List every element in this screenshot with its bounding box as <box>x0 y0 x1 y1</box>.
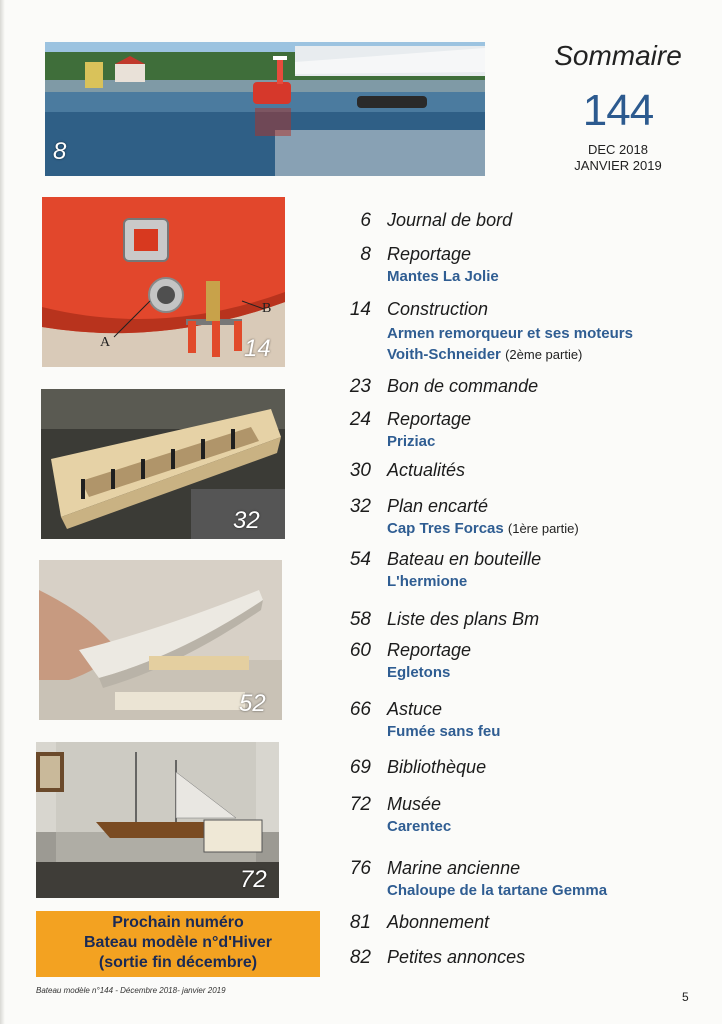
toc-section-title: Actualités <box>387 460 466 480</box>
toc-entry[interactable] <box>335 244 705 288</box>
page-number: 5 <box>682 990 689 1004</box>
photo-page-number: 8 <box>53 138 67 165</box>
photo-museum-ship <box>36 742 279 898</box>
toc-page-number: 30 <box>349 460 371 481</box>
toc-section-title: Bateau en bouteille <box>387 549 542 569</box>
issue-number: 144 <box>582 86 654 135</box>
toc-page-number: 72 <box>349 794 371 815</box>
next-issue-line1: Prochain numéro <box>112 914 244 931</box>
toc-section-title: Liste des plans Bm <box>387 609 540 629</box>
diagram-label-a: A <box>100 335 111 350</box>
toc-article-title: Carentec <box>387 818 452 835</box>
toc-section-title: Journal de bord <box>387 210 513 230</box>
toc-page-number: 66 <box>349 699 371 720</box>
toc-article-title: Fumée sans feu <box>387 723 501 740</box>
toc-entry[interactable] <box>335 699 705 743</box>
toc-section-title: Abonnement <box>387 912 490 932</box>
photo-page-number: 14 <box>244 335 271 362</box>
photo-model-in-hand <box>39 560 282 720</box>
toc-page-number: 69 <box>349 757 371 778</box>
photo-page-number: 52 <box>239 690 266 717</box>
toc-article-title: Mantes La Jolie <box>387 268 499 285</box>
toc-section-title: Bon de commande <box>387 376 539 396</box>
next-issue-line2: Bateau modèle n°d'Hiver <box>83 934 273 951</box>
photo-wooden-hull-frame <box>41 389 285 539</box>
toc-article-title-cont: Voith-Schneider <box>387 346 501 363</box>
toc-entry[interactable] <box>335 409 705 453</box>
harbour-illustration <box>45 42 485 176</box>
toc-article-title-line <box>387 520 579 537</box>
page-title: Sommaire <box>554 40 682 71</box>
issue-date-line2: JANVIER 2019 <box>574 158 662 173</box>
toc-part-note: (2ème partie) <box>505 347 583 362</box>
toc-section-title: Marine ancienne <box>387 858 521 878</box>
toc-section-title: Plan encarté <box>387 496 489 516</box>
photo-harbour <box>45 42 485 176</box>
toc-page-number: 82 <box>349 947 371 968</box>
toc-page-number: 8 <box>360 244 371 265</box>
toc-section-title: Bibliothèque <box>387 757 487 777</box>
diagram-label-b: B <box>262 301 272 316</box>
toc-entry[interactable] <box>335 858 705 902</box>
toc-page-number: 14 <box>349 299 371 320</box>
toc-section-title: Reportage <box>387 244 472 264</box>
next-issue-box <box>36 911 320 977</box>
toc-page-number: 76 <box>349 858 371 879</box>
toc-page-number: 60 <box>349 640 371 661</box>
toc-section-title: Construction <box>387 299 489 319</box>
toc-entry[interactable] <box>335 947 705 973</box>
toc-article-title: Armen remorqueur et ses moteurs <box>387 325 633 342</box>
toc-page-number: 6 <box>360 210 371 231</box>
next-issue-line3: (sortie fin décembre) <box>98 954 258 971</box>
toc-section-title: Musée <box>387 794 442 814</box>
toc-article-title: Egletons <box>387 664 451 681</box>
toc-page-number: 24 <box>349 409 371 430</box>
toc-section-title: Astuce <box>387 699 443 719</box>
toc-entry[interactable] <box>335 376 705 402</box>
toc-page-number: 23 <box>349 376 371 397</box>
toc-entry[interactable] <box>335 210 705 236</box>
toc-entry[interactable] <box>335 299 705 365</box>
issue-date-line1: DEC 2018 <box>588 142 648 157</box>
toc-entry[interactable] <box>335 460 705 486</box>
issue-date <box>548 142 688 174</box>
toc-entry[interactable] <box>335 794 705 838</box>
toc-section-title: Petites annonces <box>387 947 526 967</box>
toc-page-number: 81 <box>349 912 371 933</box>
toc-entry[interactable] <box>335 609 705 635</box>
toc-page-number: 58 <box>349 609 371 630</box>
toc-entry[interactable] <box>335 640 705 684</box>
photo-page-number: 72 <box>240 866 267 893</box>
toc-entry[interactable] <box>335 496 705 540</box>
toc-page-number: 54 <box>349 549 371 570</box>
page-spine-shadow <box>0 0 5 1024</box>
toc-article-title: Chaloupe de la tartane Gemma <box>387 882 608 899</box>
toc-page-number: 32 <box>349 496 371 517</box>
photo-page-number: 32 <box>233 507 260 534</box>
toc-entry[interactable] <box>335 757 705 783</box>
toc-article-title: Priziac <box>387 433 436 450</box>
photo-red-hull <box>42 197 285 367</box>
toc-entry[interactable] <box>335 549 705 593</box>
toc-entry[interactable] <box>335 912 705 938</box>
toc-article-title: Cap Tres Forcas <box>387 520 504 537</box>
toc-section-title: Reportage <box>387 640 472 660</box>
toc-part-note: (1ère partie) <box>507 521 579 536</box>
toc-article-title: L'hermione <box>387 573 468 590</box>
toc-article-title-line2 <box>387 346 582 363</box>
footer-publication-line: Bateau modèle n°144 - Décembre 2018- janvier 2019 <box>36 986 226 995</box>
toc-section-title: Reportage <box>387 409 472 429</box>
